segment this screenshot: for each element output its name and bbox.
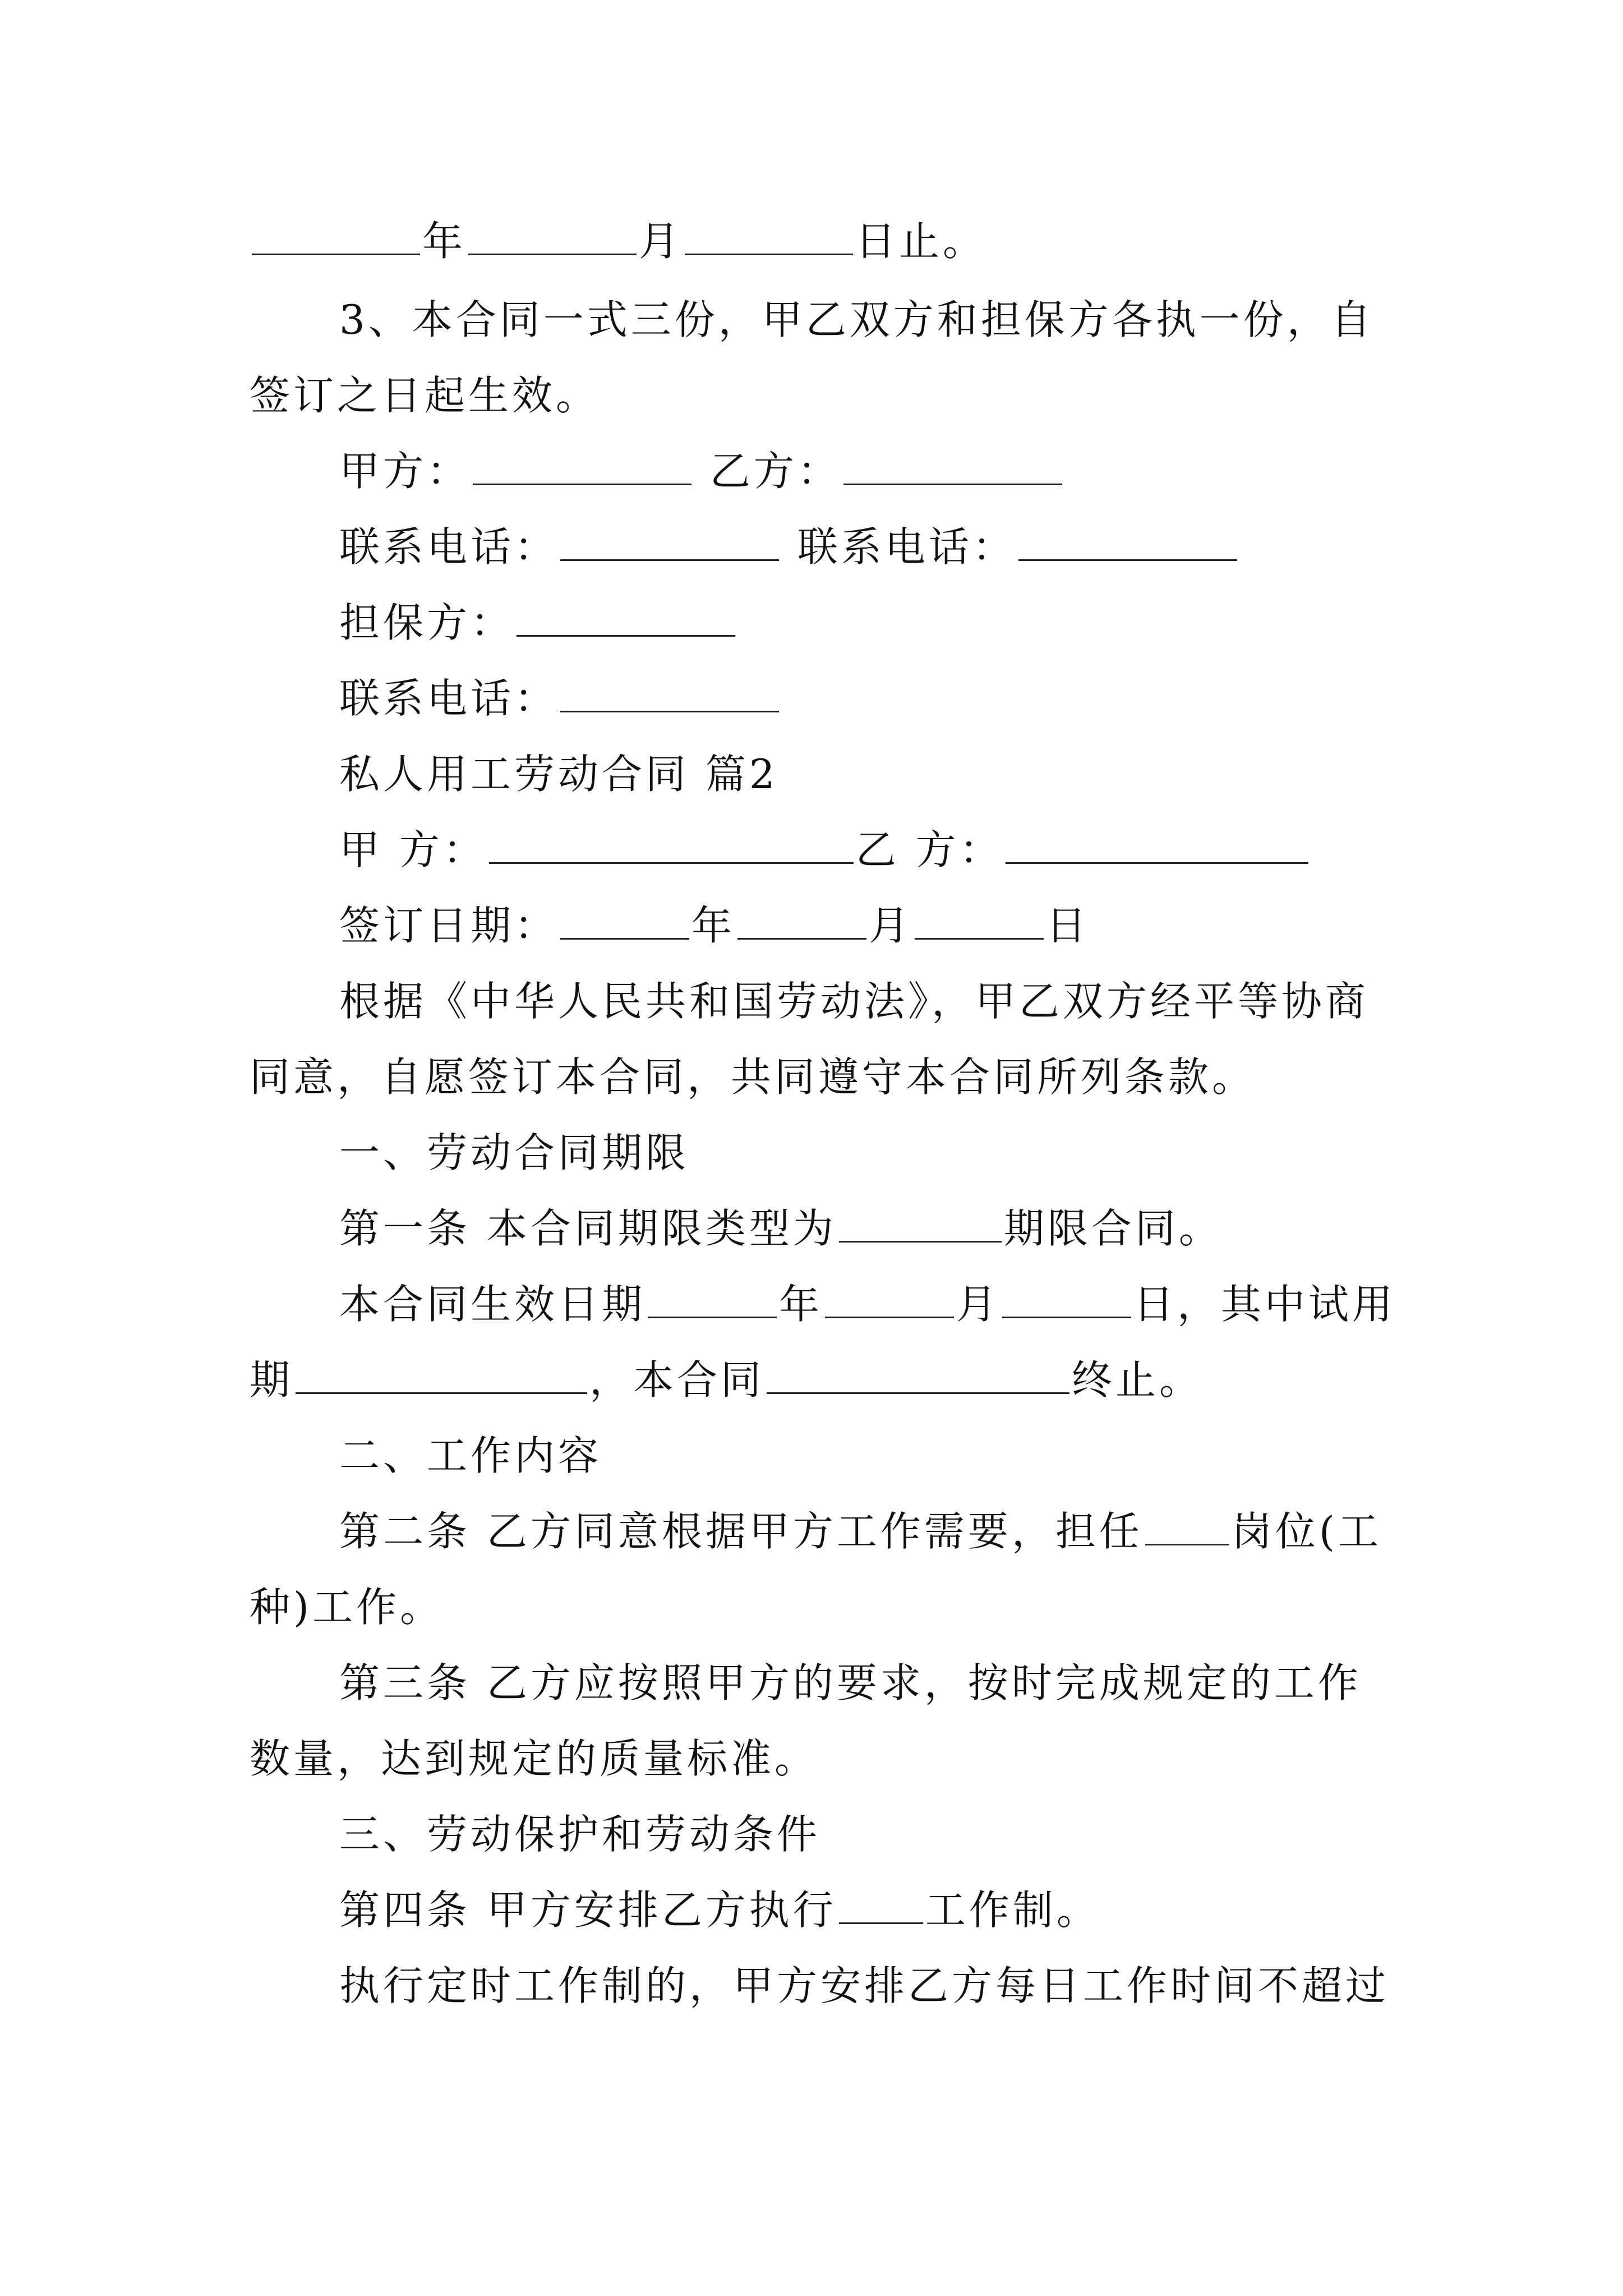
section-title: 私人用工劳动合同 篇2 — [339, 751, 778, 798]
party-a2-blank — [489, 829, 854, 864]
article-3: 第三条 乙方应按照甲方的要求，按时完成规定的工作 — [339, 1659, 1362, 1706]
article-4-text: 第四条 甲方安排乙方执行 — [339, 1887, 837, 1934]
phone-a-blank — [560, 526, 779, 561]
position-blank — [1145, 1510, 1229, 1545]
party-line — [339, 443, 1064, 499]
article-2-cont: 种)工作。 — [250, 1584, 444, 1631]
guarantor-phone-line — [339, 670, 781, 726]
phone-b-label: 联系电话： — [797, 523, 1016, 570]
article-2-end: 岗位(工 — [1231, 1508, 1382, 1555]
party-a-blank — [473, 450, 691, 485]
text-year: 年 — [422, 218, 467, 265]
sign-day-blank — [915, 904, 1044, 940]
text-month: 月 — [639, 218, 683, 265]
sign-month: 月 — [869, 902, 913, 949]
sign-date-label: 签订日期： — [339, 902, 559, 949]
sign-day: 日 — [1046, 902, 1090, 949]
effective-label: 本合同生效日期 — [339, 1281, 646, 1328]
heading-protection: 三、劳动保护和劳动条件 — [339, 1811, 821, 1858]
blank-year — [252, 220, 420, 255]
preamble-cont: 同意，自愿签订本合同，共同遵守本合同所列条款。 — [250, 1053, 1256, 1101]
guarantor-blank — [517, 601, 735, 637]
effective-day-blank — [1002, 1283, 1131, 1318]
party-b-blank — [843, 450, 1062, 485]
effective-month: 月 — [956, 1281, 1000, 1328]
guarantor-phone-blank — [560, 677, 779, 712]
clause-copies-cont: 签订之日起生效。 — [250, 372, 600, 419]
sign-month-blank — [737, 904, 866, 940]
party-line-2 — [339, 822, 1311, 878]
contract-label: ，本合同 — [589, 1356, 765, 1404]
guarantor-phone-label: 联系电话： — [339, 675, 559, 722]
article-2 — [339, 1503, 1382, 1559]
party-a2-label: 甲 方： — [339, 826, 487, 873]
effective-month-blank — [825, 1283, 954, 1318]
heading-work: 二、工作内容 — [339, 1432, 602, 1479]
preamble: 根据《中华人民共和国劳动法》，甲乙双方经平等协商 — [339, 978, 1370, 1025]
party-b2-blank — [1006, 829, 1308, 864]
effective-year-blank — [648, 1283, 777, 1318]
sign-year-blank — [560, 904, 689, 940]
article-4 — [339, 1882, 1100, 1938]
text-day-end: 日止。 — [855, 218, 987, 265]
article-4-detail: 执行定时工作制的，甲方安排乙方每日工作时间不超过 — [339, 1962, 1390, 2009]
blank-month — [468, 220, 637, 255]
term-type-blank — [839, 1207, 1002, 1243]
clause-copies: 3、本合同一式三份，甲乙双方和担保方各执一份，自 — [339, 296, 1375, 343]
probation-line — [250, 1352, 1203, 1408]
effective-day: 日，其中试用 — [1133, 1281, 1396, 1328]
end-date-line — [250, 213, 986, 269]
end-blank — [767, 1359, 1069, 1394]
party-b-label: 乙方： — [709, 448, 841, 495]
probation-label: 期 — [250, 1356, 294, 1404]
phone-line — [339, 519, 1239, 575]
guarantor-line — [339, 595, 737, 651]
article-2-text: 第二条 乙方同意根据甲方工作需要，担任 — [339, 1508, 1143, 1555]
party-b2-label: 乙 方： — [855, 826, 1003, 873]
article-1-end: 期限合同。 — [1003, 1205, 1223, 1252]
phone-a-label: 联系电话： — [339, 523, 559, 570]
effective-date-line — [339, 1276, 1396, 1332]
end-text: 终止。 — [1072, 1356, 1204, 1404]
article-1-text: 第一条 本合同期限类型为 — [339, 1205, 837, 1252]
phone-b-blank — [1018, 526, 1237, 561]
probation-blank — [296, 1359, 587, 1394]
party-a-label: 甲方： — [339, 448, 471, 495]
article-4-end: 工作制。 — [925, 1887, 1100, 1934]
sign-date-line — [339, 898, 1090, 954]
effective-year: 年 — [779, 1281, 823, 1328]
work-system-blank — [839, 1889, 923, 1924]
guarantor-label: 担保方： — [339, 599, 515, 646]
sign-year: 年 — [691, 902, 736, 949]
blank-day — [685, 220, 853, 255]
heading-term: 一、劳动合同期限 — [339, 1129, 690, 1176]
article-1 — [339, 1200, 1223, 1257]
article-3-cont: 数量，达到规定的质量标准。 — [250, 1735, 819, 1782]
